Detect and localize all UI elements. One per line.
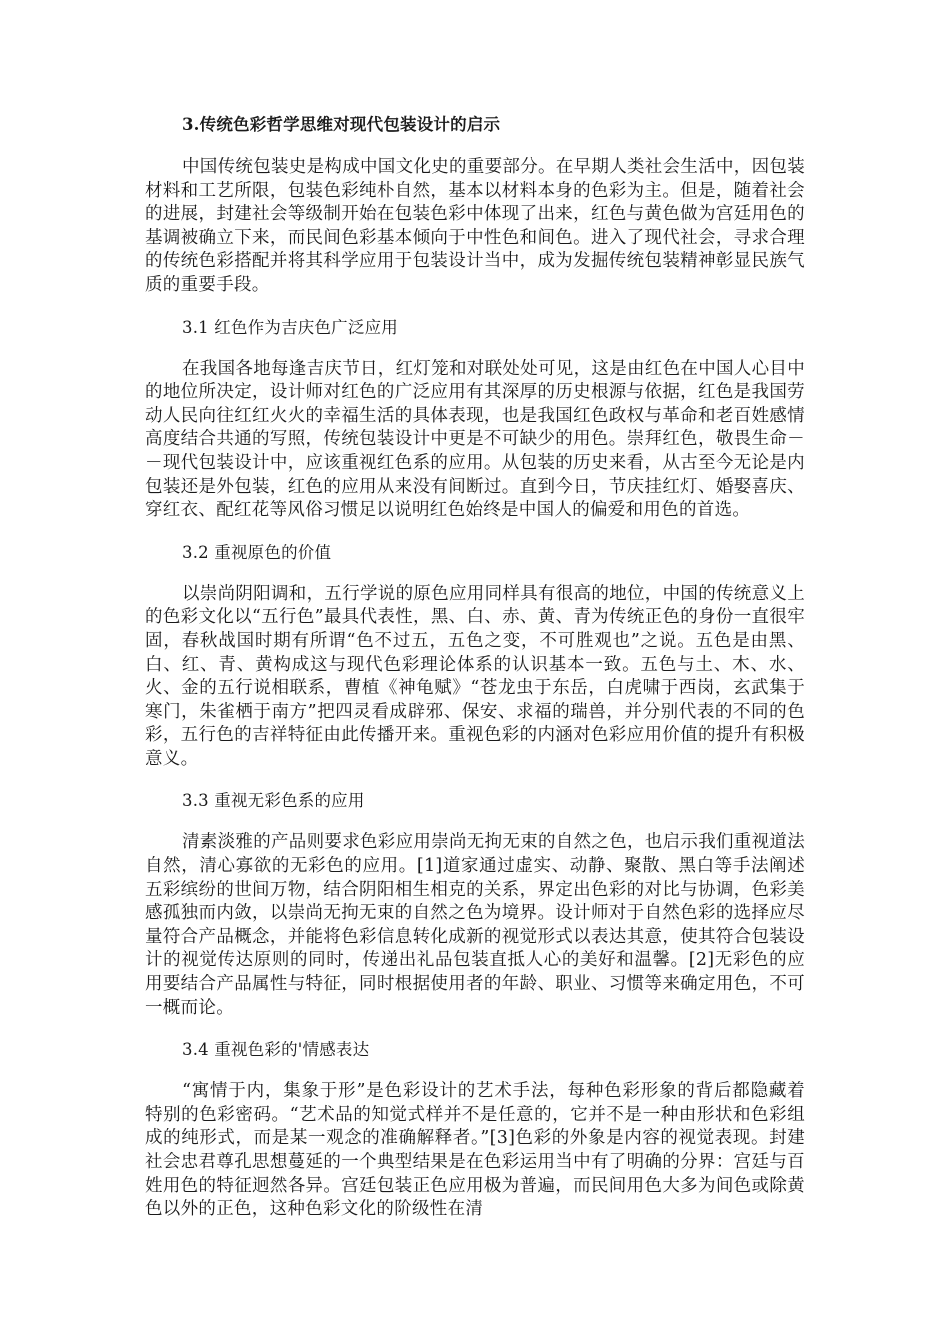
intro-paragraph: 中国传统包装史是构成中国文化史的重要部分。在早期人类社会生活中，因包装材料和工艺所限，包装色彩纯朴自然，基本以材料本身的色彩为主。但是，随着社会的进展，封建社会等级制开始在包装色彩中体现了出来，红色与黄色做为宫廷用色的基调被确立下来，而民间色彩基本倾向于中性色和间色。进入了现代社会，寻求合理的传统色彩搭配并将其科学应用于包装设计当中，成为发掘传统包装精神彰显民族气质的重要手段。 <box>145 157 805 295</box>
subsection-title-3-2: 3.2 重视原色的价值 <box>182 542 332 562</box>
document-page <box>145 112 805 1240</box>
subsection-title-3-1: 3.1 红色作为吉庆色广泛应用 <box>182 317 398 337</box>
section-heading: 3.传统色彩哲学思维对现代包装设计的启示 <box>182 115 501 134</box>
subsection-body-3-2: 以崇尚阴阳调和，五行学说的原色应用同样具有很高的地位，中国的传统意义上的色彩文化以“五行色”最具代表性，黑、白、赤、黄、青为传统正色的身份一直很牢固，春秋战国时期有所谓“色不过五，五色之变，不可胜观也”之说。五色是由黑、白、红、青、黄构成这与现代色彩理论体系的认识基本一致。五色与土、木、水、火、金的五行说相联系，曹植《神龟赋》“苍龙虫于东岳，白虎啸于西岗，玄武集于寒门，朱雀栖于南方”把四灵看成辟邪、保安、求福的瑞兽，并分别代表的不同的色彩，五行色的吉祥特征由此传播开来。重视色彩的内涵对色彩应用价值的提升有积极意义。 <box>145 583 805 769</box>
subsection-body-3-1: 在我国各地每逢吉庆节日，红灯笼和对联处处可见，这是由红色在中国人心目中的地位所决定，设计师对红色的广泛应用有其深厚的历史根源与依据，红色是我国劳动人民向往红红火火的幸福生活的具体表现，也是我国红色政权与革命和老百姓感情高度结合共通的写照，传统包装设计中更是不可缺少的用色。崇拜红色，敬畏生命－－现代包装设计中，应该重视红色系的应用。从包装的历史来看，从古至今无论是内包装还是外包装，红色的应用从来没有间断过。直到今日，节庆挂红灯、婚娶喜庆、穿红衣、配红花等风俗习惯足以说明红色始终是中国人的偏爱和用色的首选。 <box>145 358 805 521</box>
subsection-title-3-3: 3.3 重视无彩色系的应用 <box>182 791 365 811</box>
subsection-title-3-4: 3.4 重视色彩的'情感表达 <box>182 1040 370 1060</box>
subsection-body-3-4: “寓情于内，集象于形”是色彩设计的艺术手法，每种色彩形象的背后都隐藏着特别的色彩密码。“艺术品的知觉式样并不是任意的，它并不是一种由形状和色彩组成的纯形式，而是某一观念的准确解释者。”[3]色彩的外象是内容的视觉表现。封建社会忠君尊孔思想蔓延的一个典型结果是在色彩运用当中有了明确的分界：宫廷与百姓用色的特征迥然各异。宫廷包装正色应用极为普遍，而民间用色大多为间色或除黄色以外的正色，这种色彩文化的阶级性在清 <box>145 1081 805 1220</box>
subsection-body-3-3: 清素淡雅的产品则要求色彩应用崇尚无拘无束的自然之色，也启示我们重视道法自然，清心寡欲的无彩色的应用。[1]道家通过虚实、动静、聚散、黑白等手法阐述五彩缤纷的世间万物，结合阴阳相生相克的关系，界定出色彩的对比与协调，色彩美感孤独而内敛，以崇尚无拘无束的自然之色为境界。设计师对于自然色彩的选择应尽量符合产品概念，并能将色彩信息转化成新的视觉形式以表达其意，使其符合包装设计的视觉传达原则的同时，传递出礼品包装直抵人心的美好和温馨。[2]无彩色的应用要结合产品属性与特征，同时根据使用者的年龄、职业、习惯等来确定用色，不可一概而论。 <box>145 832 805 1018</box>
